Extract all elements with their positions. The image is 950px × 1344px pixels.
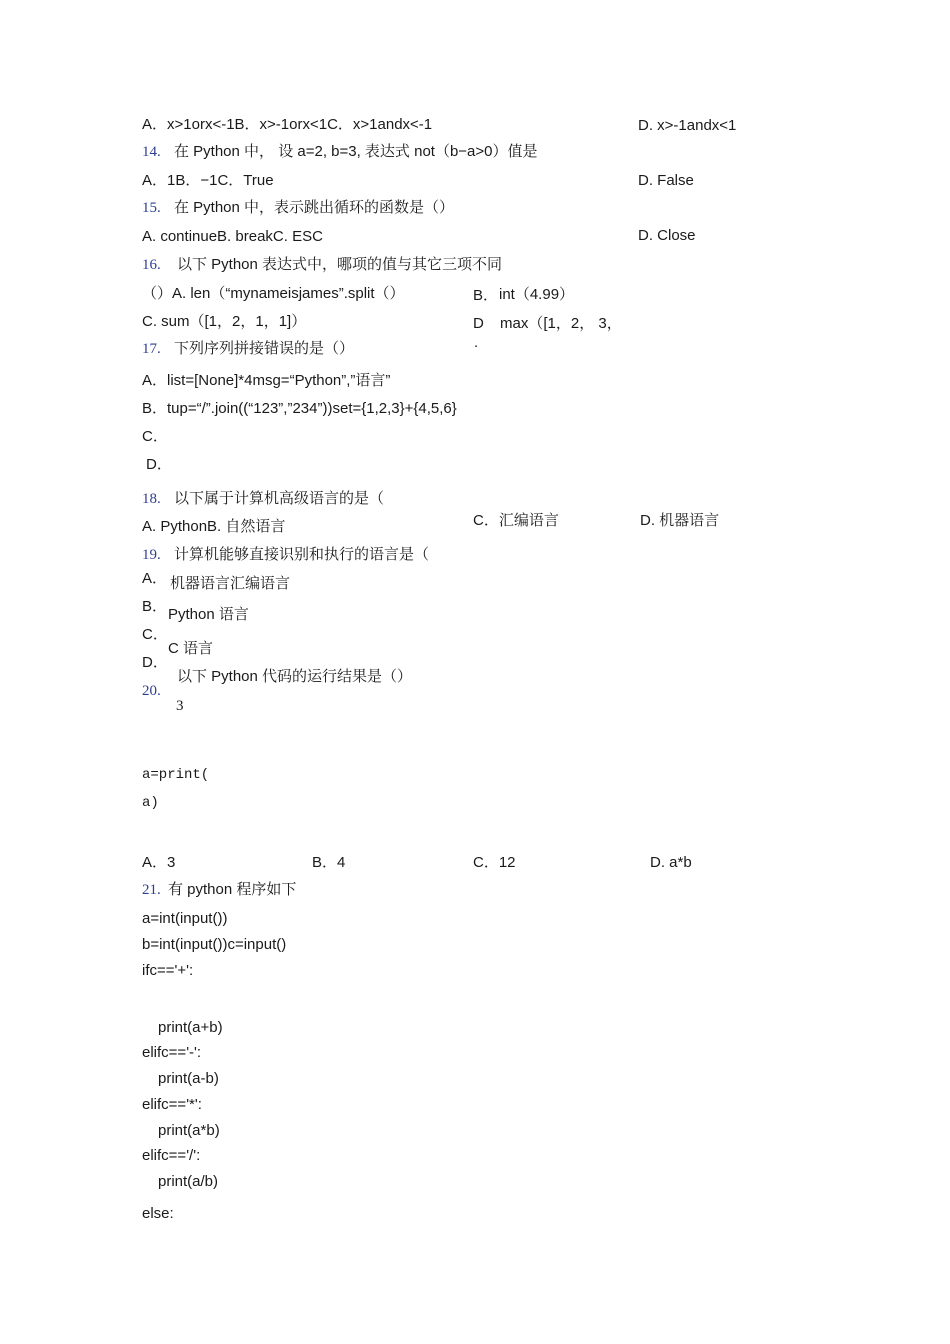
q13-option-d: D. x>-1andx<1 bbox=[638, 117, 737, 134]
q17-option-b: B．tup=“/”.join((“123”,”234”))set={1,2,3}+{4,5,6} bbox=[142, 400, 457, 417]
q13-options-abc: A．x>1orx<-1B．x>-1orx<1C．x>1andx<-1 bbox=[142, 116, 433, 133]
q16-option-d: max（[1，2， 3， bbox=[500, 315, 622, 332]
question-text: 以下属于计算机高级语言的是（ bbox=[174, 490, 385, 507]
q17-option-d: D． bbox=[146, 456, 172, 473]
q21-code-line: print(a/b) bbox=[158, 1173, 219, 1190]
q16-option-d-dot: . bbox=[474, 334, 479, 351]
q21-code-line: ifc=='+': bbox=[142, 962, 194, 979]
q21-code-line: a=int(input()) bbox=[142, 910, 228, 927]
question-20-text: 以下 Python 代码的运行结果是（） bbox=[177, 668, 413, 685]
q19-label-a: A． bbox=[142, 570, 168, 587]
q16-option-a: （）A. len（“mynameisjames”.split（） bbox=[142, 285, 405, 302]
q18-option-c: C．汇编语言 bbox=[473, 512, 559, 529]
question-18 bbox=[142, 490, 384, 508]
question-text: 在 Python 中，表示跳出循环的函数是（） bbox=[174, 199, 455, 216]
q16-option-b: int（4.99） bbox=[499, 286, 575, 303]
question-number: 16. bbox=[142, 257, 161, 273]
q19-option-b: Python 语言 bbox=[168, 606, 249, 623]
question-14 bbox=[142, 143, 538, 161]
q17-option-a: A．list=[None]*4msg=“Python”,”语言” bbox=[142, 372, 391, 389]
q19-option-a: 机器语言汇编语言 bbox=[170, 575, 291, 592]
q20-code-line-1: 3 bbox=[176, 698, 184, 714]
q19-label-c: C． bbox=[142, 626, 168, 643]
question-16 bbox=[142, 256, 502, 274]
q16-option-c: C. sum（[1，2，1，1]） bbox=[142, 313, 307, 330]
q19-option-c: C 语言 bbox=[168, 640, 214, 657]
q18-options-ab: A. PythonB. 自然语言 bbox=[142, 518, 286, 535]
question-number: 14. bbox=[142, 144, 161, 160]
q15-options-abc: A. continueB. breakC. ESC bbox=[142, 228, 323, 245]
q21-code-line: print(a+b) bbox=[158, 1019, 223, 1036]
q17-option-c: C． bbox=[142, 428, 168, 445]
question-number: 21. bbox=[142, 882, 161, 898]
q20-code-line-2: a=print( bbox=[142, 767, 210, 783]
q21-code-line: else: bbox=[142, 1205, 174, 1222]
question-number: 18. bbox=[142, 491, 161, 507]
q19-label-d: D． bbox=[142, 654, 168, 671]
q21-code-line: print(a*b) bbox=[158, 1122, 220, 1139]
q20-option-c: C．12 bbox=[473, 854, 516, 871]
q21-code-line: elifc=='/': bbox=[142, 1147, 201, 1164]
q16-option-b-label: B． bbox=[473, 287, 499, 304]
q20-code-line-3: a) bbox=[142, 795, 159, 811]
question-number: 15. bbox=[142, 200, 161, 216]
question-text: 下列序列拼接错误的是（） bbox=[174, 340, 355, 357]
q14-option-d: D. False bbox=[638, 172, 694, 189]
question-21 bbox=[142, 881, 296, 899]
question-text: 以下 Python 表达式中，哪项的值与其它三项不同 bbox=[177, 256, 503, 273]
question-number: 19. bbox=[142, 547, 161, 563]
q21-code-line: elifc=='*': bbox=[142, 1096, 202, 1113]
q14-options-abc: A．1B．−1C．True bbox=[142, 172, 274, 189]
question-15 bbox=[142, 199, 454, 217]
question-number: 17. bbox=[142, 341, 161, 357]
question-17 bbox=[142, 340, 354, 358]
q21-code-line: b=int(input())c=input() bbox=[142, 936, 287, 953]
question-text: 在 Python 中， 设 a=2, b=3, 表达式 not（b−a>0）值是 bbox=[174, 143, 538, 160]
q20-option-b: B．4 bbox=[312, 854, 346, 871]
q15-option-d: D. Close bbox=[638, 227, 696, 244]
question-19 bbox=[142, 546, 429, 564]
question-text: 计算机能够直接识别和执行的语言是（ bbox=[174, 546, 430, 563]
question-20-number: 20. bbox=[142, 683, 161, 699]
q20-option-a: A．3 bbox=[142, 854, 176, 871]
q20-option-d: D. a*b bbox=[650, 854, 692, 871]
q21-code-line: print(a-b) bbox=[158, 1070, 219, 1087]
q18-option-d: D. 机器语言 bbox=[640, 512, 720, 529]
q16-option-d-label: D bbox=[473, 315, 484, 332]
q19-label-b: B． bbox=[142, 598, 168, 615]
question-text: 有 python 程序如下 bbox=[168, 881, 297, 898]
q21-code-line: elifc=='-': bbox=[142, 1044, 202, 1061]
